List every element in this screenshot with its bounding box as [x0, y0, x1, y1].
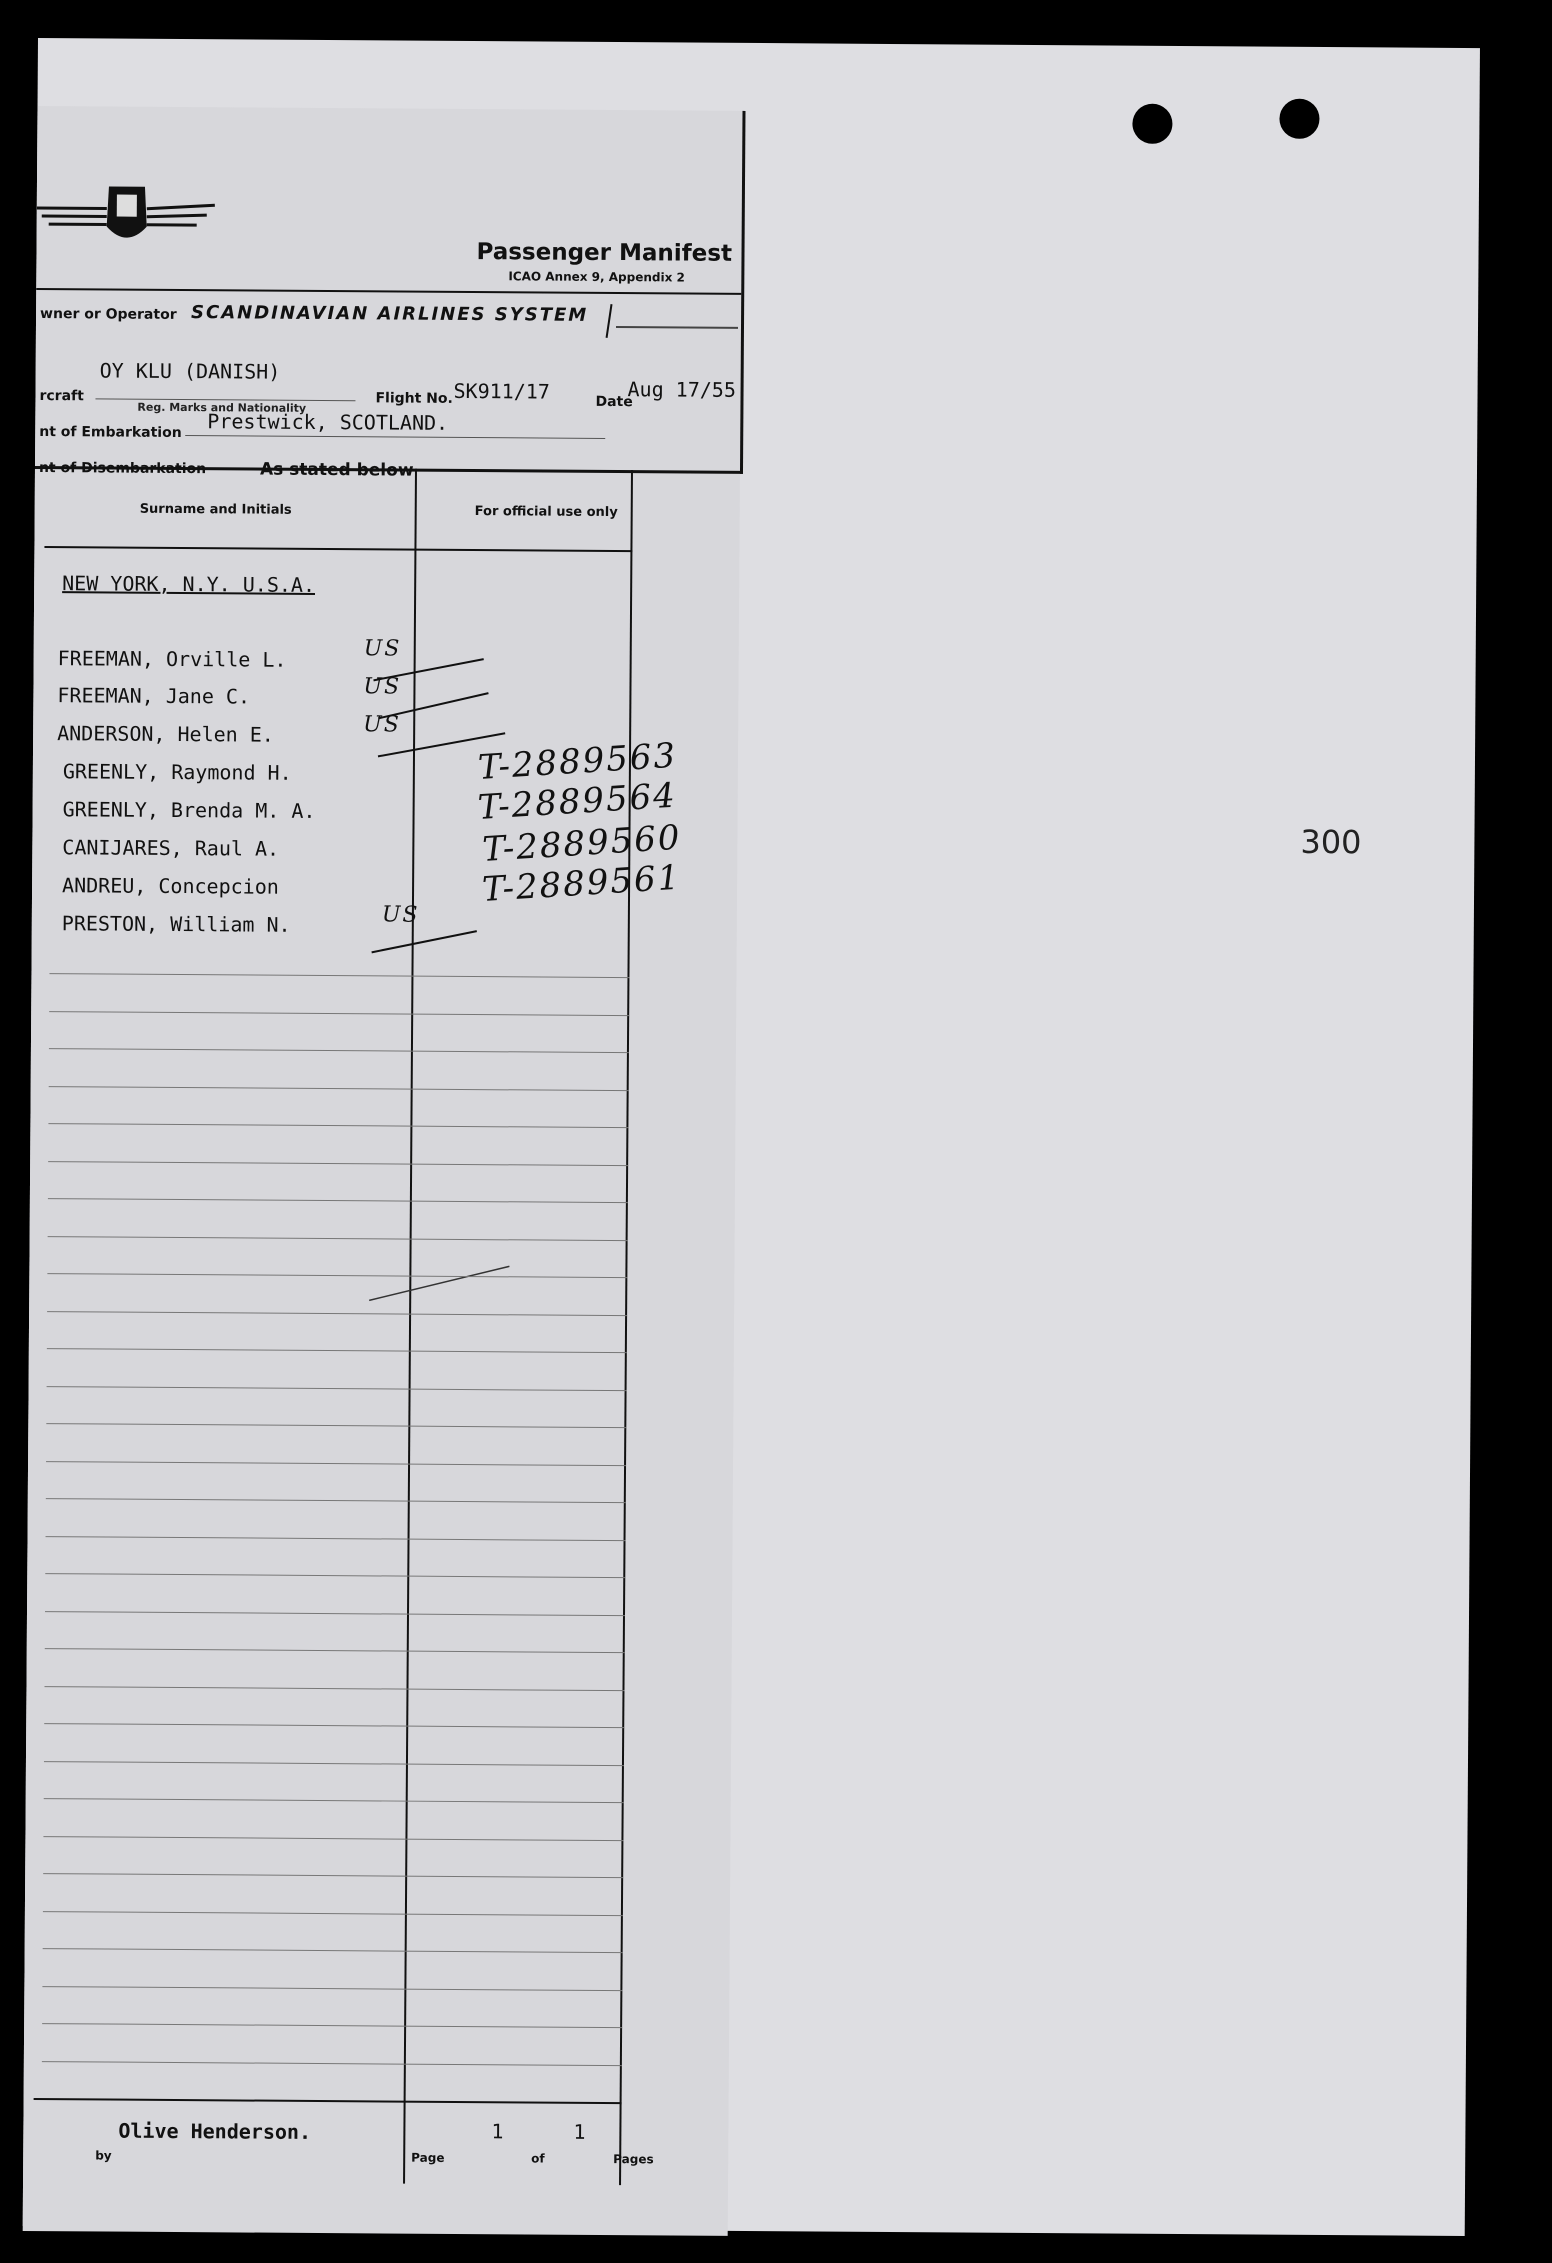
- disembark-value: As stated below: [259, 459, 414, 481]
- owner-value: SCANDINAVIAN AIRLINES SYSTEM: [191, 302, 589, 326]
- passenger-name: GREENLY, Raymond H.: [62, 759, 292, 785]
- margin-number: 300: [1300, 822, 1362, 862]
- embark-value: Prestwick, SCOTLAND.: [207, 409, 449, 435]
- aircraft-label: rcraft: [39, 388, 84, 405]
- flight-value: SK911/17: [453, 378, 550, 404]
- passenger-name: PRESTON, William N.: [61, 911, 291, 937]
- passenger-name: FREEMAN, Orville L.: [57, 646, 287, 672]
- passenger-mark: US: [381, 902, 420, 928]
- passenger-mark: US: [363, 636, 402, 662]
- pen-stroke: [359, 1250, 559, 1311]
- passenger-name: ANDERSON, Helen E.: [57, 721, 274, 747]
- official-note: T-2889560: [481, 817, 683, 871]
- footer-by-label: by: [95, 2148, 112, 2163]
- footer-signer: Olive Henderson.: [118, 2118, 312, 2144]
- ruled-lines: [38, 38, 1480, 48]
- footer-pages-value: 1: [573, 2119, 586, 2144]
- date-label: Date: [595, 393, 633, 411]
- owner-label: wner or Operator: [40, 306, 177, 323]
- reg-caption: Reg. Marks and Nationality: [137, 400, 307, 415]
- embark-label: nt of Embarkation: [39, 424, 182, 442]
- punch-hole: [1132, 104, 1172, 144]
- aircraft-value: OY KLU (DANISH): [99, 358, 281, 384]
- destination-heading: NEW YORK, N.Y. U.S.A.: [62, 571, 316, 597]
- passenger-mark: US: [363, 674, 402, 700]
- manifest-sheet: [23, 38, 1480, 2236]
- passenger-name: ANDREU, Concepcion: [62, 873, 279, 899]
- col-surname-header: Surname and Initials: [139, 501, 292, 518]
- official-note: T-2889564: [476, 775, 678, 828]
- passenger-name: CANIJARES, Raul A.: [62, 835, 280, 861]
- passenger-name: FREEMAN, Jane C.: [57, 683, 251, 709]
- passenger-mark: US: [363, 712, 401, 738]
- footer-of-label: of: [531, 2151, 545, 2166]
- footer-page-value: 1: [491, 2119, 504, 2144]
- disembark-label: nt of Disembarkation: [38, 460, 207, 478]
- footer-page-label: Page: [411, 2150, 445, 2165]
- footer-pages-label: Pages: [613, 2152, 654, 2167]
- manifest-title: Passenger Manifest: [476, 239, 733, 267]
- airline-wings-logo-icon: [37, 178, 217, 249]
- passenger-name: GREENLY, Brenda M. A.: [62, 797, 316, 823]
- flight-label: Flight No.: [375, 390, 453, 407]
- icao-annex: ICAO Annex 9, Appendix 2: [508, 269, 685, 285]
- date-value: Aug 17/55: [627, 377, 737, 402]
- official-note: T-2889563: [476, 735, 679, 788]
- official-note: T-2889561: [481, 857, 683, 911]
- col-official-header: For official use only: [474, 504, 618, 521]
- punch-hole: [1279, 99, 1319, 139]
